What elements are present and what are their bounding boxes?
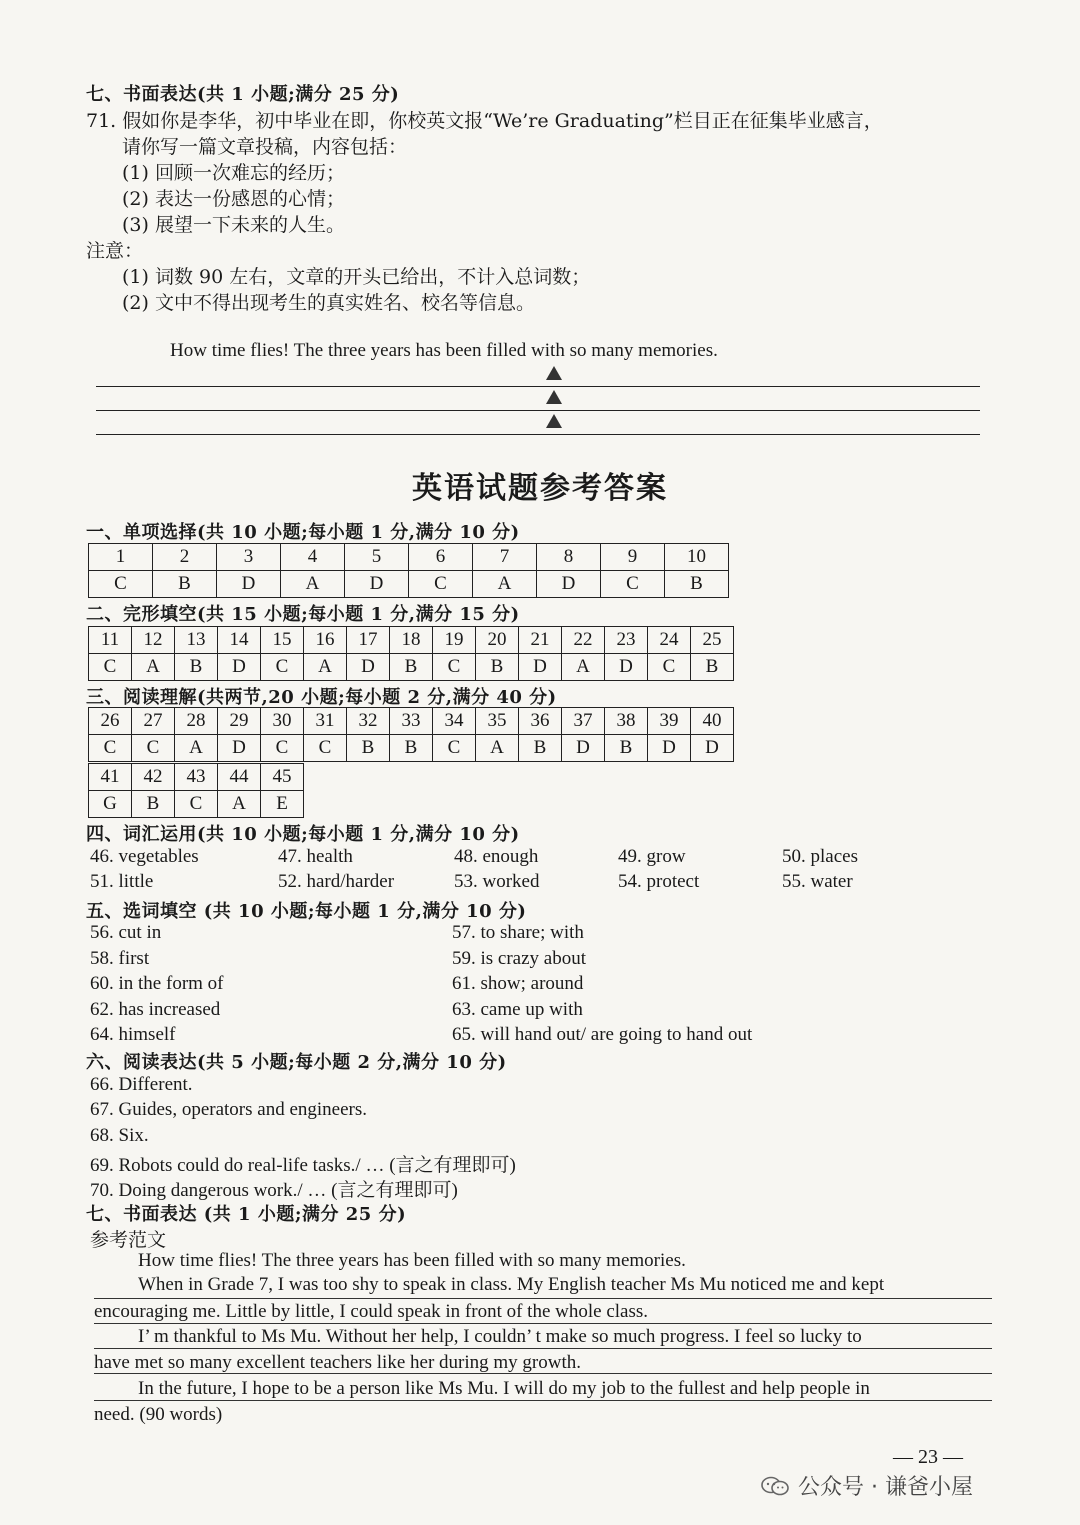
question-number-cell: 30 [261, 708, 304, 735]
fill-56: 56. cut in [90, 922, 162, 943]
answer-cell: B [605, 735, 648, 762]
question-number-cell: 10 [665, 544, 729, 571]
question-number-cell: 16 [304, 627, 347, 654]
question-number-cell: 22 [562, 627, 605, 654]
section-7-heading: 七、书面表达 (共 1 小题;满分 25 分) [86, 1204, 407, 1225]
triangle-icon [546, 390, 562, 404]
question-number-cell: 28 [175, 708, 218, 735]
answer-cell: A [218, 791, 261, 818]
answer-cell: C [261, 654, 304, 681]
question-number-cell: 42 [132, 764, 175, 791]
question-number-cell: 35 [476, 708, 519, 735]
question-number-cell: 21 [519, 627, 562, 654]
vocab-55: 55. water [782, 871, 853, 892]
wechat-icon [760, 1475, 790, 1497]
underline [94, 1373, 992, 1374]
watermark [760, 1470, 973, 1501]
section-5-heading: 五、选词填空 (共 10 小题;每小题 1 分,满分 10 分) [86, 901, 527, 922]
fill-63: 63. came up with [452, 999, 583, 1020]
question-number-cell: 24 [648, 627, 691, 654]
answer-cell: D [347, 654, 390, 681]
answer-cell: E [261, 791, 304, 818]
answer-cell: A [562, 654, 605, 681]
essay-line-5: have met so many excellent teachers like her during my growth. [94, 1352, 581, 1373]
question-number-cell: 40 [691, 708, 734, 735]
question-number-cell: 17 [347, 627, 390, 654]
answer-cell: D [218, 654, 261, 681]
answer-cell: C [409, 571, 473, 598]
question-number-cell: 13 [175, 627, 218, 654]
question-number-cell: 29 [218, 708, 261, 735]
vocab-51: 51. little [90, 871, 154, 892]
answer-cell: D [217, 571, 281, 598]
vocab-54: 54. protect [618, 871, 700, 892]
question-number-cell: 11 [89, 627, 132, 654]
question-number-cell: 39 [648, 708, 691, 735]
question-71-line2: 请你写一篇文章投稿，内容包括： [122, 136, 408, 158]
reading-67: 67. Guides, operators and engineers. [90, 1099, 368, 1120]
answer-cell: G [89, 791, 132, 818]
writing-line [96, 410, 980, 411]
watermark-text: 公众号 · 谦爸小屋 [798, 1475, 973, 1500]
triangle-icon [546, 414, 562, 428]
question-number-cell: 23 [605, 627, 648, 654]
fill-58: 58. first [90, 948, 150, 969]
question-number-cell: 25 [691, 627, 734, 654]
answer-cell: B [390, 654, 433, 681]
answer-table-s3b [88, 763, 304, 818]
fill-57: 57. to share; with [452, 922, 584, 943]
question-number-cell: 2 [153, 544, 217, 571]
question-number-cell: 9 [601, 544, 665, 571]
fill-62: 62. has increased [90, 999, 221, 1020]
page-number: — 23 — [893, 1446, 963, 1468]
answer-cell: C [261, 735, 304, 762]
question-number-cell: 43 [175, 764, 218, 791]
question-number-cell: 27 [132, 708, 175, 735]
answer-cell: D [605, 654, 648, 681]
vocab-47: 47. health [278, 846, 353, 867]
answer-cell: B [347, 735, 390, 762]
reading-70: 70. Doing dangerous work./ … (言之有理即可) [90, 1180, 458, 1201]
essay-line-3: encouraging me. Little by little, I could speak in front of the whole class. [94, 1301, 649, 1322]
question-number-cell: 45 [261, 764, 304, 791]
question-number-cell: 36 [519, 708, 562, 735]
answer-cell: C [648, 654, 691, 681]
question-number-cell: 19 [433, 627, 476, 654]
reading-68: 68. Six. [90, 1125, 149, 1146]
essay-line-6: In the future, I hope to be a person like Ms Mu. I will do my job to the fullest and help people in [138, 1378, 870, 1399]
answer-cell: C [433, 735, 476, 762]
question-number-cell: 26 [89, 708, 132, 735]
answer-cell: C [304, 735, 347, 762]
underline [94, 1298, 992, 1299]
answer-cell: D [218, 735, 261, 762]
question-number-cell: 3 [217, 544, 281, 571]
answer-cell: B [390, 735, 433, 762]
answer-cell: B [132, 791, 175, 818]
underline [94, 1400, 992, 1401]
question-number-cell: 6 [409, 544, 473, 571]
section-2-heading: 二、完形填空(共 15 小题;每小题 1 分,满分 15 分) [86, 604, 520, 625]
answer-cell: C [433, 654, 476, 681]
essay-line-1: How time flies! The three years has been filled with so many memories. [138, 1250, 686, 1271]
answer-cell: A [175, 735, 218, 762]
task-item-1: (1) 回顾一次难忘的经历； [122, 162, 345, 184]
question-number-cell: 1 [89, 544, 153, 571]
sample-essay-label: 参考范文 [90, 1229, 167, 1251]
section-1-heading: 一、单项选择(共 10 小题;每小题 1 分,满分 10 分) [86, 522, 520, 543]
note-1: (1) 词数 90 左右，文章的开头已给出，不计入总词数； [122, 266, 591, 288]
answer-cell: D [562, 735, 605, 762]
question-number-cell: 32 [347, 708, 390, 735]
answer-cell: A [304, 654, 347, 681]
writing-line [96, 434, 980, 435]
answer-cell: C [89, 571, 153, 598]
answer-cell: B [175, 654, 218, 681]
answer-cell: D [345, 571, 409, 598]
answer-cell: C [89, 654, 132, 681]
vocab-50: 50. places [782, 846, 858, 867]
answer-cell: B [519, 735, 562, 762]
note-label: 注意： [86, 240, 144, 262]
vocab-49: 49. grow [618, 846, 686, 867]
fill-64: 64. himself [90, 1024, 176, 1045]
answer-cell: C [175, 791, 218, 818]
question-number-cell: 18 [390, 627, 433, 654]
answer-cell: C [601, 571, 665, 598]
answer-table-s3a [88, 707, 734, 762]
vocab-52: 52. hard/harder [278, 871, 395, 892]
question-number-cell: 31 [304, 708, 347, 735]
section-4-heading: 四、词汇运用(共 10 小题;每小题 1 分,满分 10 分) [86, 824, 520, 845]
answer-cell: A [281, 571, 345, 598]
reading-66: 66. Different. [90, 1074, 193, 1095]
writing-line [96, 386, 980, 387]
answer-cell: D [691, 735, 734, 762]
answer-key-title: 英语试题参考答案 [412, 471, 668, 506]
fill-65: 65. will hand out/ are going to hand out [452, 1024, 753, 1045]
question-number-cell: 38 [605, 708, 648, 735]
question-number-cell: 33 [390, 708, 433, 735]
answer-cell: B [691, 654, 734, 681]
question-number-cell: 44 [218, 764, 261, 791]
answer-cell: B [153, 571, 217, 598]
answer-cell: D [648, 735, 691, 762]
answer-cell: B [476, 654, 519, 681]
answer-cell: B [665, 571, 729, 598]
question-number-cell: 15 [261, 627, 304, 654]
section-6-heading: 六、阅读表达(共 5 小题;每小题 2 分,满分 10 分) [86, 1052, 507, 1073]
fill-60: 60. in the form of [90, 973, 224, 994]
question-71-line1: 71. 假如你是李华，初中毕业在即，你校英文报“We’re Graduating”栏目正在征集毕业感言， [86, 110, 883, 132]
essay-line-4: I’ m thankful to Ms Mu. Without her help, I couldn’ t make so much progress. I feel so lucky to [138, 1326, 862, 1347]
answer-table-s2 [88, 626, 734, 681]
reading-69: 69. Robots could do real-life tasks./ … (言之有理即可) [90, 1155, 516, 1176]
answer-cell: C [89, 735, 132, 762]
question-number-cell: 8 [537, 544, 601, 571]
question-number-cell: 34 [433, 708, 476, 735]
question-number-cell: 7 [473, 544, 537, 571]
underline [94, 1323, 992, 1324]
fill-59: 59. is crazy about [452, 948, 587, 969]
triangle-icon [546, 366, 562, 380]
answer-table-s1 [88, 543, 729, 598]
answer-cell: A [473, 571, 537, 598]
essay-opening: How time flies! The three years has been filled with so many memories. [170, 340, 718, 361]
section-7-heading-top: 七、书面表达(共 1 小题;满分 25 分) [86, 84, 400, 105]
section-3-heading: 三、阅读理解(共两节,20 小题;每小题 2 分,满分 40 分) [86, 687, 557, 708]
question-number-cell: 12 [132, 627, 175, 654]
question-number-cell: 4 [281, 544, 345, 571]
question-number-cell: 14 [218, 627, 261, 654]
answer-cell: C [132, 735, 175, 762]
question-number-cell: 41 [89, 764, 132, 791]
answer-cell: A [476, 735, 519, 762]
answer-cell: A [132, 654, 175, 681]
essay-line-2: When in Grade 7, I was too shy to speak in class. My English teacher Ms Mu noticed me and kept [138, 1274, 885, 1295]
essay-line-7: need. (90 words) [94, 1404, 223, 1425]
task-item-3: (3) 展望一下未来的人生。 [122, 214, 345, 236]
question-number-cell: 20 [476, 627, 519, 654]
fill-61: 61. show; around [452, 973, 584, 994]
answer-cell: D [537, 571, 601, 598]
answer-cell: D [519, 654, 562, 681]
vocab-53: 53. worked [454, 871, 540, 892]
vocab-46: 46. vegetables [90, 846, 199, 867]
question-number-cell: 37 [562, 708, 605, 735]
question-number-cell: 5 [345, 544, 409, 571]
note-2: (2) 文中不得出现考生的真实姓名、校名等信息。 [122, 292, 535, 314]
underline [94, 1348, 992, 1349]
vocab-48: 48. enough [454, 846, 539, 867]
task-item-2: (2) 表达一份感恩的心情； [122, 188, 345, 210]
